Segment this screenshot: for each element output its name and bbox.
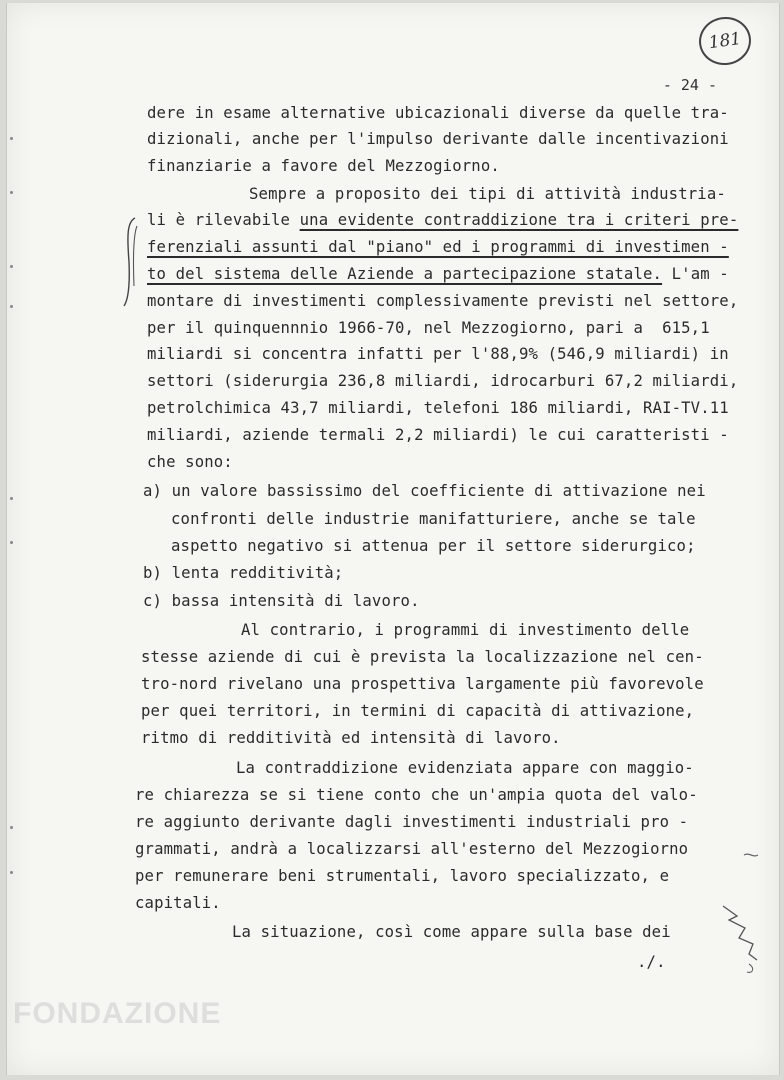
text-line: per quei territori, in termini di capacità di attivazione, [141,702,695,720]
list-item-continuation: aspetto negativo si attenua per il settore siderurgico; [171,537,696,555]
list-item-a: a) un valore bassissimo del coefficiente di attivazione nei [143,482,706,500]
page-number: - 24 - [662,76,717,94]
text-line [147,265,729,283]
margin-punch-mark [10,541,13,544]
archive-stamp [696,14,754,69]
margin-punch-mark [10,871,13,874]
paragraph-start-line: Sempre a proposito dei tipi di attività industria- [249,185,726,203]
text-line: che sono: [147,453,233,471]
text-line: montare di investimenti complessivamente previsti nel settore, [147,292,739,310]
text-line: dere in esame alternative ubicazionali diverse da quelle tra- [147,104,729,122]
text-line: per il quinquennnio 1966-70, nel Mezzogiorno, pari a 615,1 [147,319,710,337]
margin-punch-mark [10,497,13,500]
text-segment: L'am - [662,265,729,283]
continuation-mark: ./. [637,953,666,971]
margin-punch-mark [10,826,13,829]
text-line [147,211,738,229]
text-line: miliardi, aziende termali 2,2 miliardi) le cui caratteristi - [147,426,729,444]
underlined-text-line: ferenziali assunti dal "piano" ed i programmi di investimen - [147,238,729,256]
paragraph-start-line: Al contrario, i programmi di investimento delle [241,621,690,639]
text-line: per remunerare beni strumentali, lavoro specializzato, e [135,867,670,885]
document-page [6,3,780,1075]
text-line: finanziarie a favore del Mezzogiorno. [147,157,500,175]
text-line: ritmo di redditività ed intensità di lavoro. [141,729,561,747]
margin-punch-mark [10,137,13,140]
margin-scribble-mark [719,898,767,978]
list-item-b: b) lenta redditività; [143,564,344,582]
text-line: miliardi si concentra infatti per l'88,9% (546,9 miliardi) in [147,345,729,363]
text-line: capitali. [135,894,221,912]
text-line: dizionali, anche per l'impulso derivante dalle incentivazioni [147,130,729,148]
archive-stamp-number: 181 [707,28,743,54]
text-line: grammati, andrà a localizzarsi all'esterno del Mezzogiorno [135,840,689,858]
archive-watermark: FONDAZIONE [13,997,222,1030]
paragraph-start-line: La contraddizione evidenziata appare con maggio- [236,759,694,777]
text-line: settori (siderurgia 236,8 miliardi, idrocarburi 67,2 miliardi, [147,372,739,390]
list-item-continuation: confronti delle industrie manifatturiere, anche se tale [171,510,696,528]
underlined-text: una evidente contraddizione tra i criteri pre- [299,211,739,229]
text-line: petrolchimica 43,7 miliardi, telefoni 186 miliardi, RAI-TV.11 [147,399,729,417]
margin-punch-mark [10,305,13,308]
text-line: re chiarezza se si tiene conto che un'ampia quota del valo- [135,786,698,804]
margin-dash-mark [743,851,759,859]
margin-punch-mark [10,191,13,194]
text-line: tro-nord rivelano una prospettiva largamente più favorevole [141,675,704,693]
text-line: re aggiunto derivante dagli investimenti industriali pro - [135,813,689,831]
text-segment: li è rilevabile [147,211,300,229]
underlined-text: to del sistema delle Aziende a partecipazione statale. [147,265,663,283]
margin-bracket-mark [123,216,139,308]
text-line: stesse aziende di cui è prevista la localizzazione nel cen- [141,648,704,666]
list-item-c: c) bassa intensità di lavoro. [143,592,420,610]
paragraph-start-line: La situazione, così come appare sulla base dei [232,923,671,941]
margin-punch-mark [10,265,13,268]
